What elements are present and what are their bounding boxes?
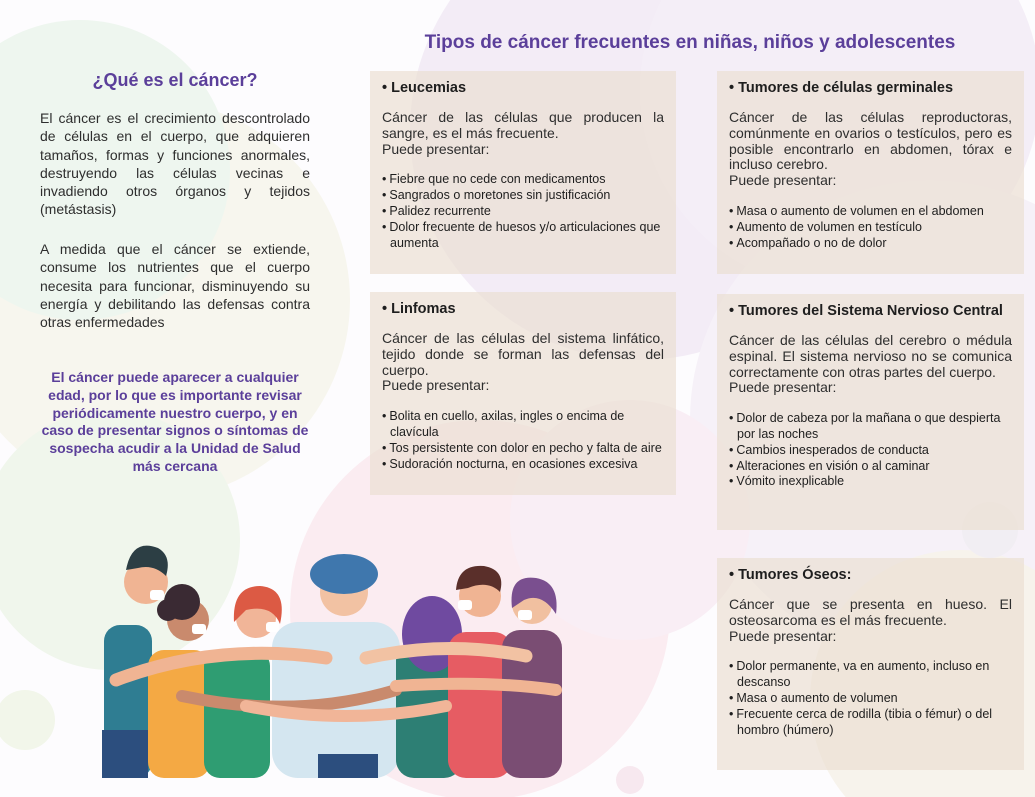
person-figure xyxy=(272,554,400,778)
card-snc xyxy=(717,294,1024,530)
card-present-label: Puede presentar: xyxy=(729,379,837,396)
card-present-label: Puede presentar: xyxy=(729,627,837,644)
card-germinales xyxy=(717,71,1024,274)
list-item: • Dolor de cabeza por la mañana o que despierta por las noches xyxy=(729,411,1012,443)
card-description: Cáncer que se presenta en hueso. El osteosarcoma es el más frecuente. xyxy=(729,596,1012,628)
person-figure xyxy=(148,584,210,778)
what-is-cancer-heading: ¿Qué es el cáncer? xyxy=(92,70,258,90)
list-item: • Bolita en cuello, axilas, ingles o encima de clavícula xyxy=(382,409,664,441)
list-item: • Vómito inexplicable xyxy=(729,474,1012,490)
card-description: Cáncer de las células reproductoras, comúnmente en ovarios o testículos, pero es posible encontrarlo en abdomen, tórax e incluso cerebro. xyxy=(729,109,1012,173)
card-description: Cáncer de las células del sistema linfático, tejido donde se forman las defensas del cuerpo. xyxy=(382,330,664,378)
list-item: • Acompañado o no de dolor xyxy=(729,236,1012,252)
symptom-list xyxy=(729,659,1012,738)
card-present-label: Puede presentar: xyxy=(382,377,490,394)
card-description: Cáncer de las células que producen la sangre, es el más frecuente. xyxy=(382,109,664,141)
list-item: • Masa o aumento de volumen en el abdomen xyxy=(729,204,1012,220)
person-figure xyxy=(502,578,562,778)
list-item: • Frecuente cerca de rodilla (tibia o fémur) o del hombro (húmero) xyxy=(729,707,1012,739)
card-leucemias xyxy=(370,71,676,274)
card-title: • Linfomas xyxy=(382,301,456,317)
card-title: • Tumores Óseos: xyxy=(729,567,852,583)
person-figure xyxy=(204,586,282,778)
intro-paragraph: A medida que el cáncer se extiende, consume los nutrientes que el cuerpo necesita para funcionar, disminuyendo su energía y debilitando las defensas contra otras enfermedades xyxy=(40,241,310,331)
list-item: • Masa o aumento de volumen xyxy=(729,691,1012,707)
intro-paragraph: El cáncer es el crecimiento descontrolado de células en el cuerpo, que adquieren tamaños, formas y funciones anormales, destruyendo las células vecinas e invadiendo otros órganos y tejidos (metástasis) xyxy=(40,110,310,218)
list-item: • Dolor permanente, va en aumento, incluso en descanso xyxy=(729,659,1012,691)
list-item: • Alteraciones en visión o al caminar xyxy=(729,459,1012,475)
card-linfomas xyxy=(370,292,676,495)
card-description: Cáncer de las células del cerebro o médula espinal. El sistema nervioso no se comunica correctamente con otras partes del cuerpo. xyxy=(729,332,1012,380)
card-oseos xyxy=(717,558,1024,770)
symptom-list xyxy=(729,411,1012,490)
page-title: Tipos de cáncer frecuentes en niñas, niños y adolescentes xyxy=(424,32,956,53)
symptom-list xyxy=(382,409,664,472)
list-item: • Aumento de volumen en testículo xyxy=(729,220,1012,236)
list-item: • Sudoración nocturna, en ocasiones excesiva xyxy=(382,457,664,473)
list-item: • Cambios inesperados de conducta xyxy=(729,443,1012,459)
list-item: • Sangrados o moretones sin justificación xyxy=(382,188,664,204)
list-item: • Fiebre que no cede con medicamentos xyxy=(382,172,664,188)
people-hugging-illustration xyxy=(96,530,572,778)
card-present-label: Puede presentar: xyxy=(729,172,837,189)
card-title: • Tumores de células germinales xyxy=(729,80,954,96)
symptom-list xyxy=(382,172,664,251)
symptom-list xyxy=(729,204,1012,251)
list-item: • Tos persistente con dolor en pecho y falta de aire xyxy=(382,441,664,457)
card-title: • Leucemias xyxy=(382,80,467,96)
card-title: • Tumores del Sistema Nervioso Central xyxy=(729,303,1003,319)
list-item: • Dolor frecuente de huesos y/o articulaciones que aumenta xyxy=(382,220,664,252)
list-item: • Palidez recurrente xyxy=(382,204,664,220)
callout-text: El cáncer puede aparecer a cualquier edad, por lo que es importante revisar periódicamente nuestro cuerpo, y en caso de presentar signos o síntomas de sospecha acudir a la Unidad de Salud más cercana xyxy=(41,369,309,474)
card-present-label: Puede presentar: xyxy=(382,140,490,157)
